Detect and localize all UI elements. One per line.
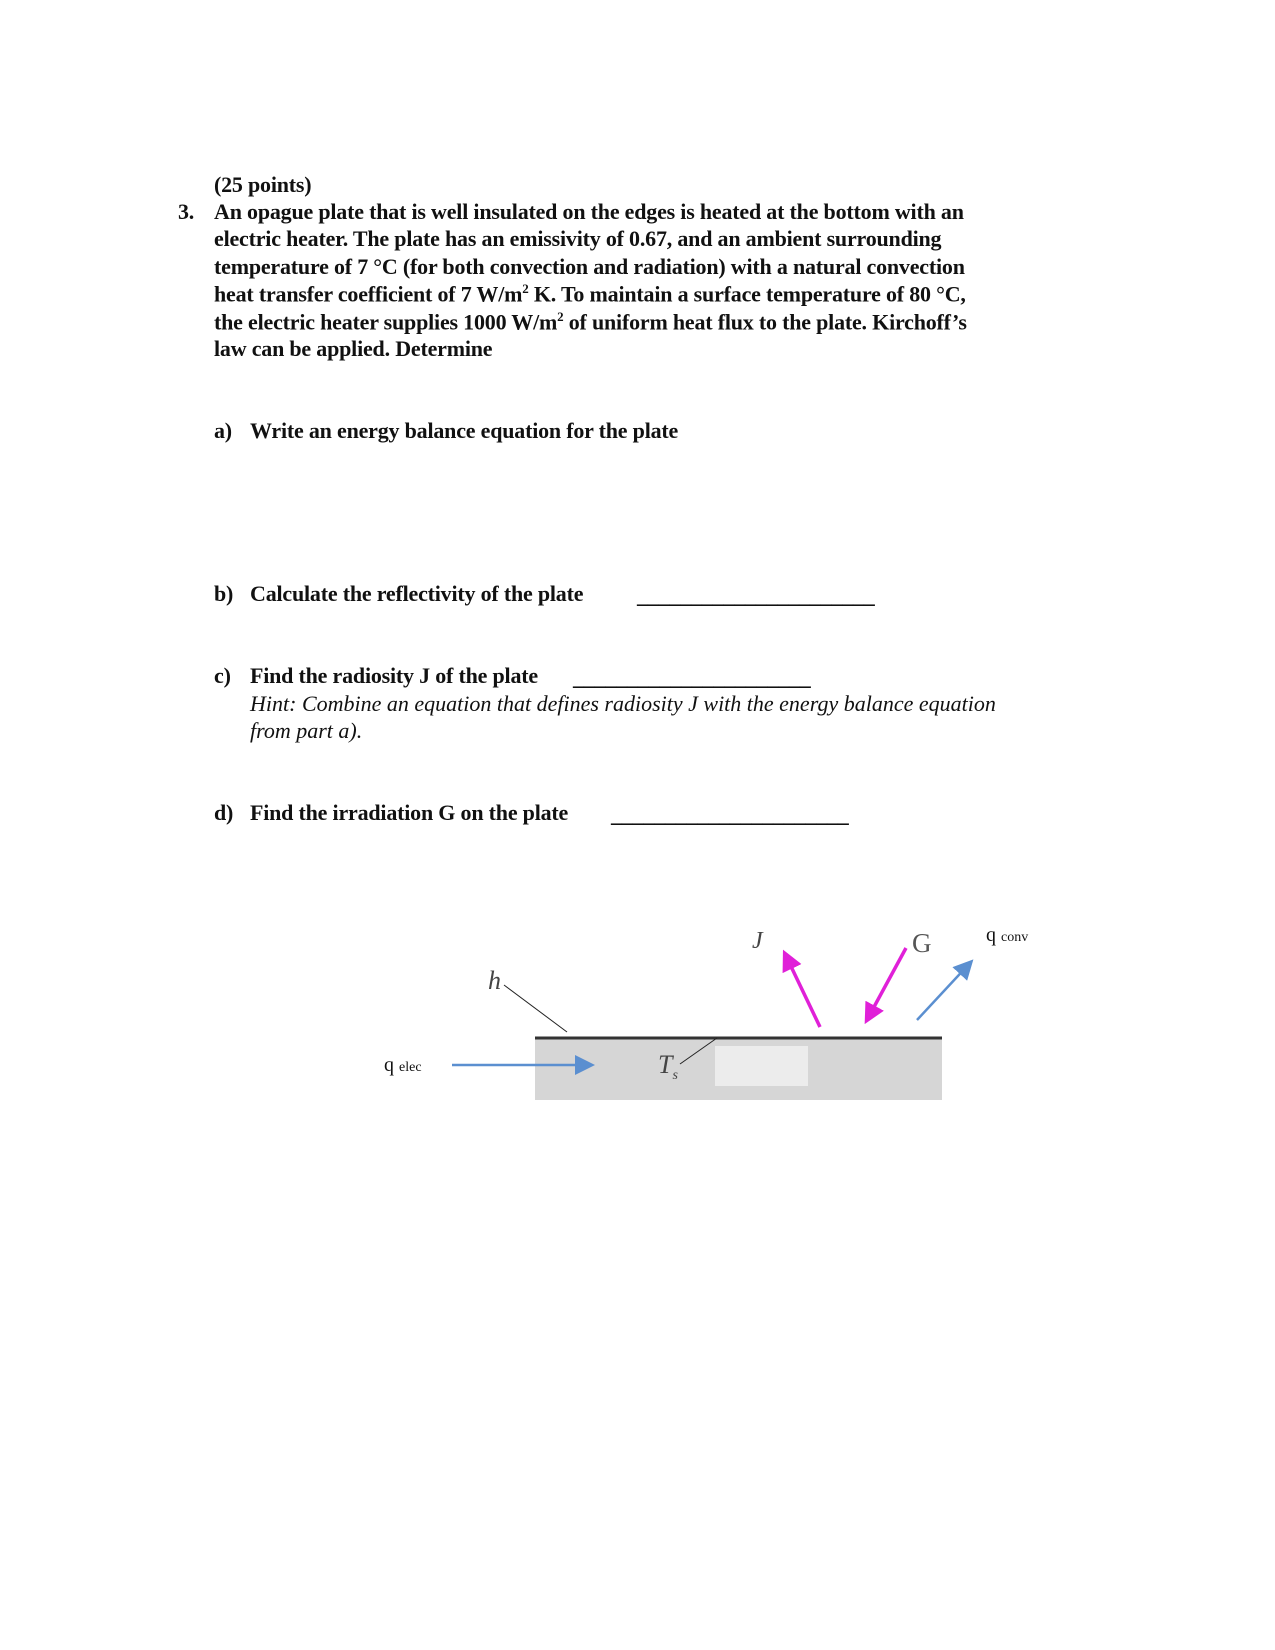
text: K. To maintain a surface temperature of 80 °C, bbox=[528, 281, 966, 307]
ts-label bbox=[658, 1050, 678, 1084]
q-conv-label bbox=[986, 924, 1028, 947]
part-a-text: Write an energy balance equation for the plate bbox=[250, 418, 679, 443]
part-c-answer-blank[interactable]: ______________________ bbox=[573, 665, 811, 690]
irradiation-arrow bbox=[868, 948, 906, 1018]
q-elec-label bbox=[384, 1054, 422, 1077]
part-b-label: b) bbox=[214, 581, 234, 606]
q: q bbox=[986, 924, 996, 946]
q-conv-arrow bbox=[917, 963, 970, 1020]
question-number: 3. bbox=[178, 199, 195, 224]
subscript: s bbox=[672, 1068, 678, 1084]
text: the electric heater supplies 1000 W/m bbox=[214, 309, 558, 335]
part-b-text: Calculate the reflectivity of the plate bbox=[250, 581, 584, 606]
part-c-label: c) bbox=[214, 663, 231, 688]
problem-line: law can be applied. Determine bbox=[214, 336, 493, 361]
subscript: elec bbox=[399, 1060, 422, 1075]
q: q bbox=[384, 1054, 394, 1076]
problem-line: An opague plate that is well insulated on the edges is heated at the bottom with an bbox=[214, 199, 964, 224]
text: of uniform heat flux to the plate. Kirchoff’s bbox=[563, 309, 967, 335]
h-leader-line bbox=[504, 985, 567, 1032]
part-d-answer-blank[interactable]: ______________________ bbox=[611, 802, 849, 827]
part-c-hint: Hint: Combine an equation that defines radiosity J with the energy balance equation bbox=[250, 691, 996, 716]
superscript: 2 bbox=[522, 281, 529, 296]
T: T bbox=[658, 1050, 673, 1079]
subscript: conv bbox=[1001, 930, 1029, 945]
h-label: h bbox=[488, 966, 501, 995]
problem-line: electric heater. The plate has an emissivity of 0.67, and an ambient surrounding bbox=[214, 226, 942, 251]
superscript: 2 bbox=[557, 309, 564, 324]
g-label: G bbox=[912, 928, 932, 958]
j-label: J bbox=[752, 928, 763, 954]
part-c-text: Find the radiosity J of the plate bbox=[250, 663, 538, 688]
part-c-hint: from part a). bbox=[250, 718, 363, 743]
part-b-answer-blank[interactable]: ______________________ bbox=[637, 583, 875, 608]
text: heat transfer coefficient of 7 W/m bbox=[214, 281, 523, 307]
part-d-text: Find the irradiation G on the plate bbox=[250, 800, 569, 825]
part-a-label: a) bbox=[214, 418, 232, 443]
points-label: (25 points) bbox=[214, 172, 312, 197]
plate-highlight bbox=[715, 1046, 808, 1086]
radiosity-arrow bbox=[786, 956, 820, 1027]
problem-line: temperature of 7 °C (for both convection and radiation) with a natural convection bbox=[214, 254, 965, 279]
part-d-label: d) bbox=[214, 800, 234, 825]
